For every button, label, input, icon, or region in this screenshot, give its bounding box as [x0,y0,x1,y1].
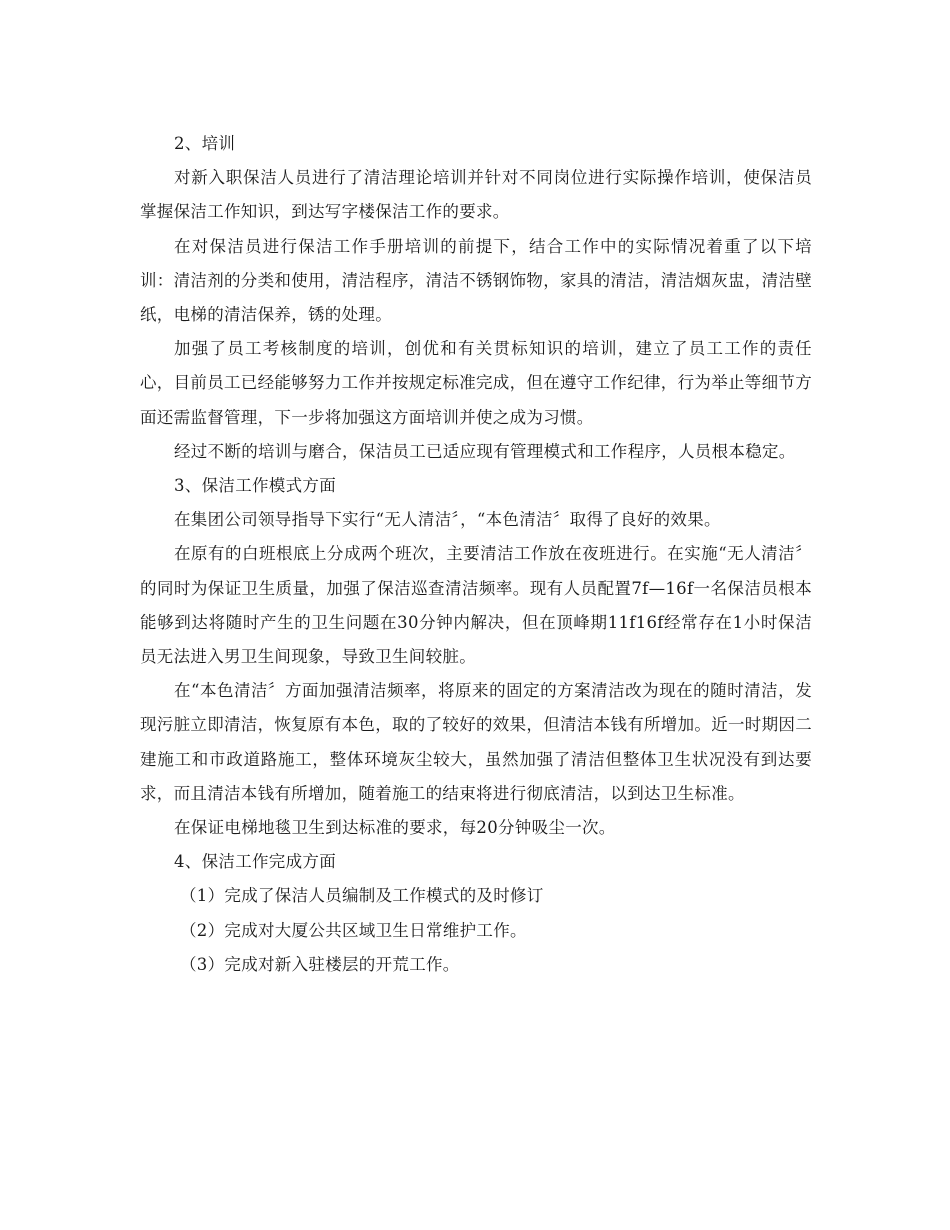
paragraph: 对新入职保洁人员进行了清洁理论培训并针对不同岗位进行实际操作培训，使保洁员掌握保洁工作知识，到达写字楼保洁工作的要求。 [140,168,812,222]
paragraph: 在原有的白班根底上分成两个班次，主要清洁工作放在夜班进行。在实施“无人清洁〞的同时为保证卫生质量，加强了保洁巡查清洁频率。现有人员配置7f—16f一名保洁员根本能够到达将随时产生的卫生问题在30分钟内解决，但在顶峰期11f16f经常存在1小时保洁员无法进入男卫生间现象，导致卫生间较脏。 [140,544,812,667]
document-body [140,127,812,982]
paragraph: 在保证电梯地毯卫生到达标准的要求，每20分钟吸尘一次。 [174,818,616,838]
section-heading: 3、保洁工作模式方面 [174,476,336,496]
paragraph: 经过不断的培训与磨合，保洁员工已适应现有管理模式和工作程序，人员根本稳定。 [174,441,796,461]
list-item: （1）完成了保洁人员编制及工作模式的及时修订 [180,886,544,906]
paragraph: 加强了员工考核制度的培训，创优和有关贯标知识的培训，建立了员工工作的责任心，目前员工已经能够努力工作并按规定标准完成，但在遵守工作纪律，行为举止等细节方面还需监督管理，下一步将加强这方面培训并使之成为习惯。 [140,339,812,427]
section-heading: 4、保洁工作完成方面 [174,852,336,872]
list-item: （2）完成对大厦公共区域卫生日常维护工作。 [180,920,527,940]
section-heading: 2、培训 [174,134,236,153]
list-item: （3）完成对新入驻楼层的开荒工作。 [180,954,460,974]
paragraph: 在“本色清洁〞方面加强清洁频率，将原来的固定的方案清洁改为现在的随时清洁，发现污脏立即清洁，恢复原有本色，取的了较好的效果，但清洁本钱有所增加。近一时期因二建施工和市政道路施工，整体环境灰尘较大，虽然加强了清洁但整体卫生状况没有到达要求，而且清洁本钱有所增加，随着施工的结束将进行彻底清洁，以到达卫生标准。 [140,681,812,803]
paragraph: 在集团公司领导指导下实行“无人清洁〞，“本色清洁〞取得了良好的效果。 [174,510,721,530]
paragraph: 在对保洁员进行保洁工作手册培训的前提下，结合工作中的实际情况着重了以下培训：清洁剂的分类和使用，清洁程序，清洁不锈钢饰物，家具的清洁，清洁烟灰盅，清洁壁纸，电梯的清洁保养，锈的处理。 [140,236,812,325]
